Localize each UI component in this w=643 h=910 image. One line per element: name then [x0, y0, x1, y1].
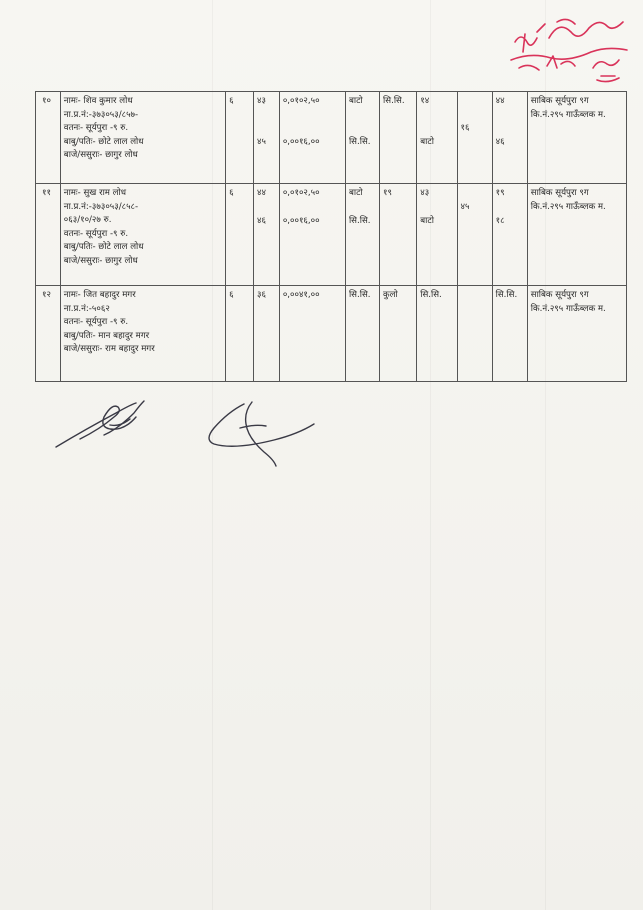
- address: वतनः- सूर्यपुरा -९ रु.: [63, 317, 129, 327]
- boundary-f: ४३ बाटो: [417, 184, 457, 286]
- citizenship-number: ना.प्र.नं:-५०६२: [63, 303, 110, 314]
- father-name: बाबु/पतिः- छोटे लाल लोध: [63, 136, 144, 147]
- boundary-d: बाटो सि.सि.: [345, 184, 379, 286]
- address: वतनः- सूर्यपुरा -९ रु.: [63, 123, 129, 133]
- serial-number: १२: [36, 286, 61, 382]
- boundary-g: [457, 286, 492, 382]
- grandfather-name: बाजे/ससुराः- राम बहादुर मगर: [63, 344, 155, 354]
- person-name: नामः- जित बहादुर मगर: [63, 290, 136, 300]
- boundary-g: ४५: [457, 184, 492, 286]
- citizenship-number: ना.प्र.नं:-३७३०५३/८५७-: [63, 109, 139, 120]
- person-details: [60, 92, 225, 184]
- person-name: नामः- सुख राम लोध: [63, 188, 127, 198]
- plot-area: ०,००४१,००: [279, 286, 345, 382]
- plot-number: ४३ ४५: [254, 92, 280, 184]
- boundary-f: सि.सि.: [417, 286, 457, 382]
- boundary-e: कुलो: [380, 286, 417, 382]
- plot-area: ०,०१०२,५० ०,००१६,००: [279, 92, 345, 184]
- boundary-d: बाटो सि.सि.: [345, 92, 379, 184]
- boundary-f: १४ बाटो: [417, 92, 457, 184]
- plot-number: ३६: [254, 286, 280, 382]
- sheet-number: ६: [226, 184, 254, 286]
- red-handwritten-stamp: [497, 12, 637, 92]
- boundary-h: ४४ ४६: [492, 92, 527, 184]
- boundary-h: सि.सि.: [492, 286, 527, 382]
- table-row: [36, 286, 627, 382]
- address: वतनः- सूर्यपुरा -९ रु.: [63, 228, 129, 239]
- boundary-e: सि.सि.: [380, 92, 417, 184]
- sheet-number: ६: [226, 286, 254, 382]
- person-details: [60, 286, 225, 382]
- remarks: साबिक सूर्यपुरा ९ग कि.नं.२९५ गाऊँब्लक म.: [527, 184, 626, 286]
- boundary-d: सि.सि.: [345, 286, 379, 382]
- signature-left: [50, 395, 170, 455]
- plot-area: ०,०१०२,५० ०,००१६,००: [279, 184, 345, 286]
- land-records-table: [35, 91, 627, 382]
- boundary-g: १६: [457, 92, 492, 184]
- citizenship-number: ना.प्र.नं:-३७३०५३/८५८-: [63, 201, 139, 212]
- father-name: बाबु/पतिः- छोटे लाल लोध: [63, 242, 144, 252]
- remarks: साबिक सूर्यपुरा ९ग कि.नं.२९५ गाऊँब्लक म.: [527, 286, 626, 382]
- person-name: नामः- शिव कुमार लोध: [63, 96, 133, 106]
- table-row: [36, 184, 627, 286]
- serial-number: १०: [36, 92, 61, 184]
- grandfather-name: बाजे/ससुराः- छागुर लोध: [63, 150, 138, 160]
- serial-number: ११: [36, 184, 61, 286]
- person-details: [60, 184, 225, 286]
- signature-right: [200, 398, 320, 470]
- table-row: [36, 92, 627, 184]
- boundary-e: १९: [380, 184, 417, 286]
- sheet-number: ६: [226, 92, 254, 184]
- remarks: साबिक सूर्यपुरा ९ग कि.नं.२९५ गाऊँब्लक म.: [527, 92, 626, 184]
- citizenship-date: ०६३/१०/२७ रु.: [63, 215, 112, 225]
- father-name: बाबु/पतिः- मान बहादुर मगर: [63, 330, 150, 341]
- boundary-h: १९ १८: [492, 184, 527, 286]
- grandfather-name: बाजे/ससुराः- छागुर लोध: [63, 255, 138, 266]
- plot-number: ४४ ४६: [254, 184, 280, 286]
